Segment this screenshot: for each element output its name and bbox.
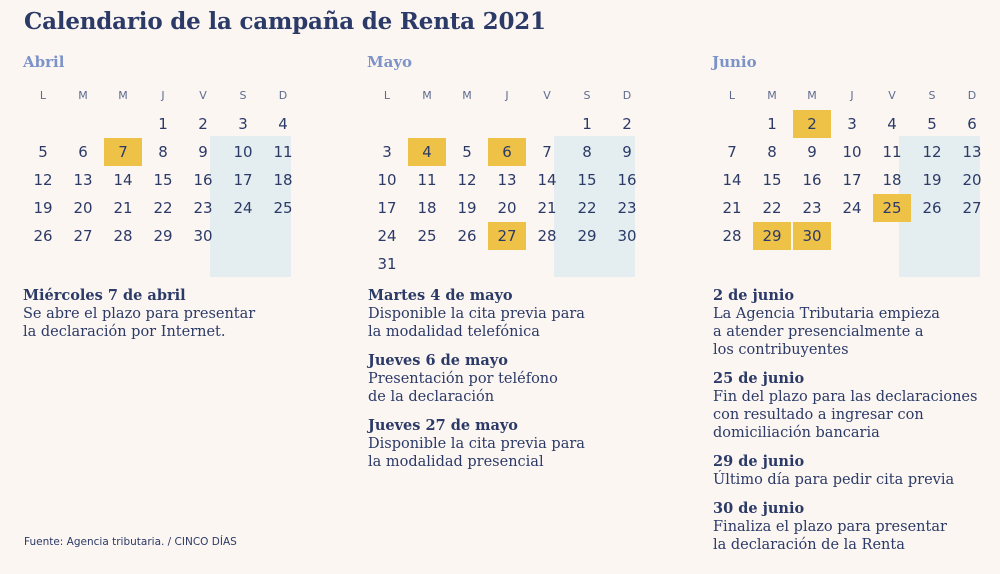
calendar-grid [23,82,303,250]
note-item [713,453,1000,489]
calendar-day: 26 [922,199,942,217]
note-date: 2 de junio [713,287,795,304]
weekday-header: M [422,88,432,102]
calendar-day: 1 [158,115,168,133]
calendar-day: 10 [233,143,253,161]
calendar-day: 24 [233,199,253,217]
highlighted-day: 30 [793,222,831,250]
month-june [712,50,992,245]
weekday-header: D [278,88,288,102]
weekday-header: J [505,88,509,102]
note-date: Jueves 6 de mayo [368,352,508,369]
calendar-day: 17 [842,171,862,189]
note-text: La Agencia Tributaria empieza a atender presencialmente a los contribuyentes [713,306,940,358]
note-item [23,287,323,341]
calendar-day: 21 [113,199,133,217]
note-date: Miércoles 7 de abril [23,287,186,304]
weekday-header: M [118,88,128,102]
calendar-day: 11 [882,143,902,161]
calendar-day: 15 [577,171,597,189]
calendar-day: 28 [537,227,557,245]
calendar-day: 2 [622,115,632,133]
calendar-day: 26 [457,227,477,245]
weekday-header: D [622,88,632,102]
calendar-day: 5 [462,143,472,161]
calendar-day: 12 [457,171,477,189]
empty-cell [23,110,63,138]
calendar-day: 29 [153,227,173,245]
calendar-day: 7 [727,143,737,161]
note-text: Finaliza el plazo para presentar la declaración de la Renta [713,519,947,553]
calendar-day: 4 [278,115,288,133]
empty-cell [447,110,487,138]
calendar-day: 28 [113,227,133,245]
page-title: Calendario de la campaña de Renta 2021 [24,8,546,35]
highlighted-day: 2 [793,110,831,138]
highlighted-day: 27 [488,222,526,250]
calendar-day: 3 [238,115,248,133]
calendar-day: 25 [417,227,437,245]
note-item [713,370,1000,442]
weekday-header: V [888,88,896,102]
calendar-day: 18 [417,199,437,217]
month-april [23,50,303,245]
calendar-day: 1 [767,115,777,133]
calendar-day: 8 [158,143,168,161]
calendar-day: 11 [273,143,293,161]
calendar-day: 16 [193,171,213,189]
note-text: Fin del plazo para las declaraciones con resultado a ingresar con domiciliación bancaria [713,389,978,441]
calendar-day: 13 [962,143,982,161]
empty-cell [487,110,527,138]
weekday-header: L [383,88,391,102]
weekday-header: M [807,88,817,102]
note-item [368,417,668,471]
calendar-day: 21 [722,199,742,217]
month-name: Abril [23,53,65,71]
empty-cell [63,110,103,138]
weekday-header: J [161,88,165,102]
calendar-day: 30 [617,227,637,245]
calendar-day: 11 [417,171,437,189]
note-item [713,287,1000,359]
calendar-day: 20 [962,171,982,189]
note-date: Jueves 27 de mayo [368,417,518,434]
calendar-day: 19 [922,171,942,189]
calendar-day: 5 [38,143,48,161]
highlighted-day: 4 [408,138,446,166]
weekday-header: L [39,88,47,102]
weekday-header: M [78,88,88,102]
calendar-day: 27 [73,227,93,245]
empty-cell [407,110,447,138]
month-may [367,50,647,273]
note-text: Se abre el plazo para presentar la declaración por Internet. [23,306,256,340]
calendar-day: 3 [382,143,392,161]
calendar-day: 26 [33,227,53,245]
empty-cell [103,110,143,138]
note-item [713,500,1000,554]
calendar-day: 20 [73,199,93,217]
note-item [368,352,668,406]
calendar-day: 9 [622,143,632,161]
calendar-day: 13 [73,171,93,189]
calendar-day: 29 [577,227,597,245]
calendar-day: 16 [802,171,822,189]
calendar-day: 8 [767,143,777,161]
calendar-day: 17 [233,171,253,189]
calendar-day: 2 [198,115,208,133]
highlighted-day: 7 [104,138,142,166]
note-text: Último día para pedir cita previa [713,472,955,488]
notes-may [368,287,668,482]
calendar-day: 22 [577,199,597,217]
calendar-day: 22 [153,199,173,217]
weekday-header: L [728,88,736,102]
calendar-grid [712,82,992,250]
calendar-day: 20 [497,199,517,217]
calendar-day: 24 [842,199,862,217]
calendar-day: 12 [33,171,53,189]
calendar-day: 19 [33,199,53,217]
calendar-day: 6 [967,115,977,133]
note-item [368,287,668,341]
note-text: Disponible la cita previa para la modalidad telefónica [368,306,585,340]
empty-cell [367,110,407,138]
calendar-day: 28 [722,227,742,245]
weekday-header: S [928,88,936,102]
calendar-day: 10 [842,143,862,161]
calendar-day: 13 [497,171,517,189]
weekday-header: M [462,88,472,102]
weekday-header: D [967,88,977,102]
calendar-day: 19 [457,199,477,217]
calendar-day: 24 [377,227,397,245]
calendar-day: 6 [78,143,88,161]
note-date: Martes 4 de mayo [368,287,513,304]
calendar-day: 8 [582,143,592,161]
calendar-day: 14 [722,171,742,189]
note-text: Disponible la cita previa para la modalidad presencial [368,436,585,470]
calendar-day: 9 [198,143,208,161]
weekday-header: S [583,88,591,102]
calendar-grid [367,82,647,278]
calendar-day: 18 [273,171,293,189]
calendar-day: 12 [922,143,942,161]
calendar-day: 10 [377,171,397,189]
calendar-day: 15 [153,171,173,189]
source-credit: Fuente: Agencia tributaria. / CINCO DÍAS [24,536,237,548]
weekday-header: J [850,88,854,102]
calendar-day: 23 [193,199,213,217]
weekday-header: S [239,88,247,102]
highlighted-day: 6 [488,138,526,166]
calendar-day: 22 [762,199,782,217]
notes-june [713,287,1000,565]
note-date: 29 de junio [713,453,805,470]
calendar-day: 16 [617,171,637,189]
month-name: Mayo [367,53,413,71]
calendar-day: 3 [847,115,857,133]
weekday-header: V [199,88,207,102]
note-text: Presentación por teléfono de la declaración [368,371,558,405]
calendar-day: 4 [887,115,897,133]
highlighted-day: 25 [873,194,911,222]
calendar-day: 18 [882,171,902,189]
empty-cell [712,110,752,138]
calendar-day: 17 [377,199,397,217]
calendar-day: 5 [927,115,937,133]
weekday-header: V [543,88,551,102]
weekday-header: M [767,88,777,102]
calendar-day: 23 [617,199,637,217]
calendar-day: 1 [582,115,592,133]
highlighted-day: 29 [753,222,791,250]
calendar-day: 27 [962,199,982,217]
calendar-day: 14 [537,171,557,189]
empty-cell [527,110,567,138]
calendar-day: 9 [807,143,817,161]
calendar-day: 14 [113,171,133,189]
calendar-day: 23 [802,199,822,217]
note-date: 25 de junio [713,370,805,387]
calendar-day: 21 [537,199,557,217]
month-name: Junio [712,53,757,71]
notes-april [23,287,323,352]
calendar-day: 7 [542,143,552,161]
note-date: 30 de junio [713,500,805,517]
calendar-day: 25 [273,199,293,217]
calendar-day: 15 [762,171,782,189]
calendar-day: 30 [193,227,213,245]
calendar-day: 31 [377,255,397,273]
